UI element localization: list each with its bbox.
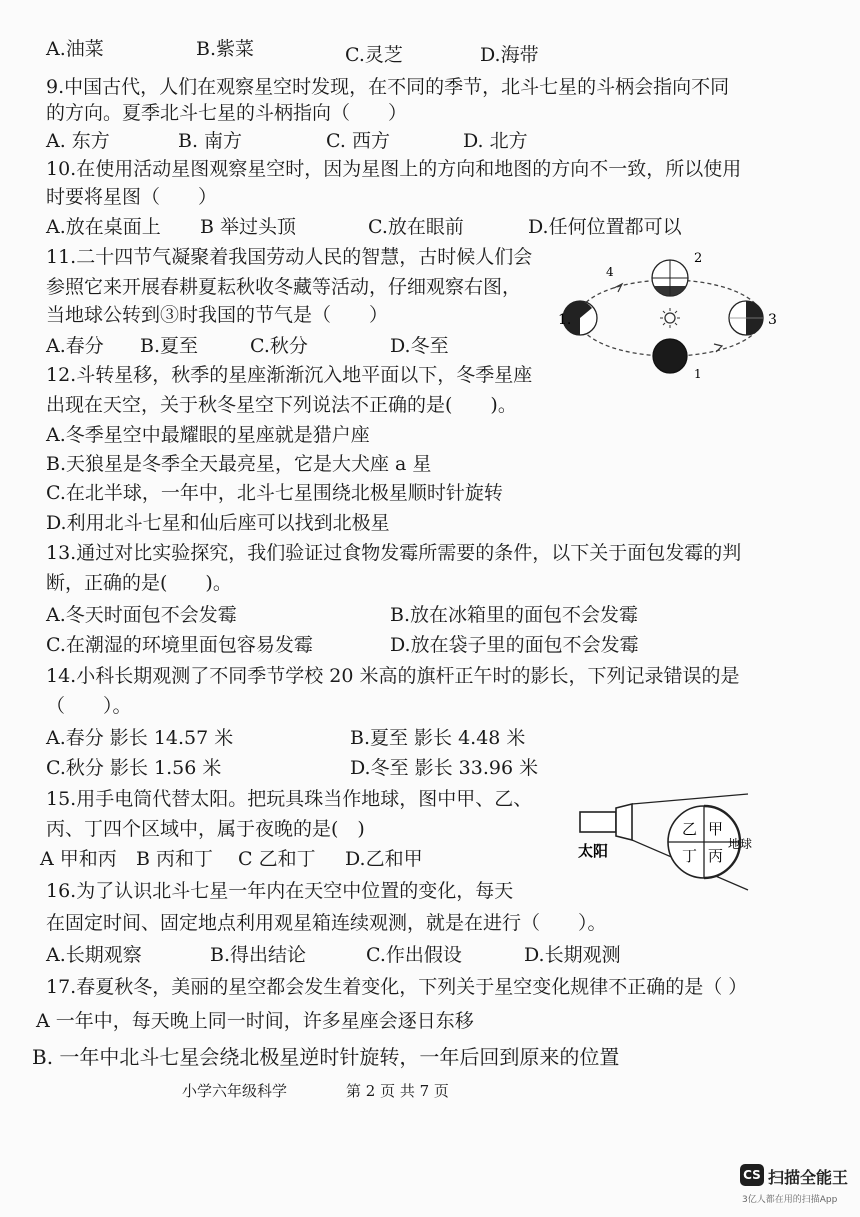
q11-stem-line1: 11.二十四节气凝聚着我国劳动人民的智慧，古时候人们会	[46, 246, 533, 268]
q9-option-c: C. 西方	[326, 130, 390, 152]
earth-orbit-figure	[556, 248, 796, 384]
q10-option-b: B 举过头顶	[200, 216, 297, 238]
q14-option-c: C.秋分 影长 1.56 米	[46, 757, 222, 779]
q11-option-b: B.夏至	[140, 335, 199, 357]
q13-stem-line2: 断，正确的是( )。	[46, 572, 232, 594]
q15-option-b: B 丙和丁	[136, 848, 214, 870]
q14-stem-line1: 14.小科长期观测了不同季节学校 20 米高的旗杆正午时的影长，下列记录错误的是	[46, 665, 740, 687]
q14-option-b: B.夏至 影长 4.48 米	[350, 727, 526, 749]
region-bing-label: 丙	[708, 847, 724, 865]
q8-option-b: B.紫菜	[196, 38, 255, 60]
flashlight-icon	[580, 804, 632, 840]
arrow-icon	[714, 344, 722, 352]
q11-stem-line3: 当地球公转到③时我国的节气是（ ）	[46, 304, 389, 326]
scanner-logo-icon: CS	[740, 1164, 764, 1186]
q9-option-b: B. 南方	[178, 130, 243, 152]
footer-subject: 小学六年级科学	[182, 1082, 288, 1100]
q15-stem-line2: 丙、丁四个区域中，属于夜晚的是( )	[46, 818, 365, 840]
scanner-tagline: 3亿人都在用的扫描App	[742, 1195, 838, 1205]
q12-option-b: B.天狼星是冬季全天最亮星，它是大犬座 a 星	[46, 453, 432, 475]
q9-stem-line2: 的方向。夏季北斗七星的斗柄指向（ ）	[46, 102, 408, 124]
q17-stem-line1: 17.春夏秋冬，美丽的星空都会发生着变化，下列关于星空变化规律不正确的是（ ）	[46, 976, 748, 998]
fig-label-bottom: 1	[694, 367, 702, 381]
q9-option-d: D. 北方	[463, 130, 528, 152]
q10-stem-line1: 10.在使用活动星图观察星空时，因为星图上的方向和地图的方向不一致，所以使用	[46, 158, 742, 180]
earth-position-4	[653, 339, 687, 373]
q17-option-a: A 一年中，每天晚上同一时间，许多星座会逐日东移	[36, 1010, 474, 1032]
arrow-icon	[614, 284, 622, 292]
light-ray-upper	[632, 794, 748, 804]
q11-option-a: A.春分	[46, 335, 104, 357]
q13-stem-line1: 13.通过对比实验探究，我们验证过食物发霉所需要的条件，以下关于面包发霉的判	[46, 542, 742, 564]
q10-option-a: A.放在桌面上	[46, 216, 161, 238]
region-ding-label: 丁	[682, 847, 698, 865]
q9-stem-line1: 9.中国古代，人们在观察星空时发现，在不同的季节，北斗七星的斗柄会指向不同	[46, 76, 730, 98]
q14-option-d: D.冬至 影长 33.96 米	[350, 757, 539, 779]
q13-option-b: B.放在冰箱里的面包不会发霉	[390, 604, 639, 626]
q15-option-d: D.乙和甲	[345, 848, 423, 870]
q14-option-a: A.春分 影长 14.57 米	[46, 727, 234, 749]
footer-page-number: 第 2 页 共 7 页	[346, 1082, 449, 1100]
sun-icon	[660, 308, 680, 328]
q10-option-c: C.放在眼前	[368, 216, 464, 238]
earth-position-2	[652, 260, 688, 296]
fig-label-4: 4	[606, 265, 614, 279]
region-yi-label: 乙	[682, 820, 698, 838]
earth-position-3	[729, 301, 763, 335]
q12-stem-line2: 出现在天空，关于秋冬星空下列说法不正确的是( )。	[46, 394, 517, 416]
q8-option-d: D.海带	[480, 44, 539, 66]
q15-stem-line1: 15.用手电筒代替太阳。把玩具珠当作地球，图中甲、乙、	[46, 788, 533, 810]
flashlight-earth-figure	[572, 786, 760, 898]
q13-option-d: D.放在袋子里的面包不会发霉	[390, 634, 639, 656]
q12-option-c: C.在北半球，一年中，北斗七星围绕北极星顺时针旋转	[46, 482, 503, 504]
q16-stem-line1: 16.为了认识北斗七星一年内在天空中位置的变化，每天	[46, 880, 514, 902]
q12-stem-line1: 12.斗转星移，秋季的星座渐渐沉入地平面以下，冬季星座	[46, 364, 533, 386]
region-jia-label: 甲	[708, 820, 724, 838]
q15-option-a: A 甲和丙	[40, 848, 117, 870]
earth-label: 地球	[728, 837, 753, 851]
q16-option-b: B.得出结论	[210, 944, 307, 966]
q11-stem-line2: 参照它来开展春耕夏耘秋收冬藏等活动，仔细观察右图，	[46, 276, 522, 298]
q12-option-d: D.利用北斗七星和仙后座可以找到北极星	[46, 512, 390, 534]
q16-option-c: C.作出假设	[366, 944, 462, 966]
q14-stem-line2: （ ）。	[46, 695, 132, 717]
q11-option-d: D.冬至	[390, 335, 449, 357]
q9-option-a: A. 东方	[46, 130, 110, 152]
q13-option-c: C.在潮湿的环境里面包容易发霉	[46, 634, 313, 656]
q10-option-d: D.任何位置都可以	[528, 216, 682, 238]
q13-option-a: A.冬天时面包不会发霉	[46, 604, 237, 626]
fig-label-3: 3	[768, 312, 777, 328]
fig-label-1: 1.	[558, 312, 572, 328]
q10-stem-line2: 时要将星图（ ）	[46, 186, 218, 208]
q17-option-b: B. 一年中北斗七星会绕北极星逆时针旋转，一年后回到原来的位置	[32, 1045, 620, 1069]
q12-option-a: A.冬季星空中最耀眼的星座就是猎户座	[46, 424, 370, 446]
q8-option-c: C.灵芝	[345, 44, 403, 66]
q8-option-a: A.油菜	[46, 38, 104, 60]
scanner-app-name: 扫描全能王	[768, 1168, 849, 1187]
q16-option-d: D.长期观测	[524, 944, 621, 966]
fig-label-2: 2	[694, 251, 703, 266]
q15-option-c: C 乙和丁	[238, 848, 316, 870]
q16-stem-line2: 在固定时间、固定地点利用观星箱连续观测，就是在进行（ ）。	[46, 912, 607, 934]
sun-label: 太阳	[578, 842, 609, 860]
q16-option-a: A.长期观察	[46, 944, 142, 966]
q11-option-c: C.秋分	[250, 335, 308, 357]
